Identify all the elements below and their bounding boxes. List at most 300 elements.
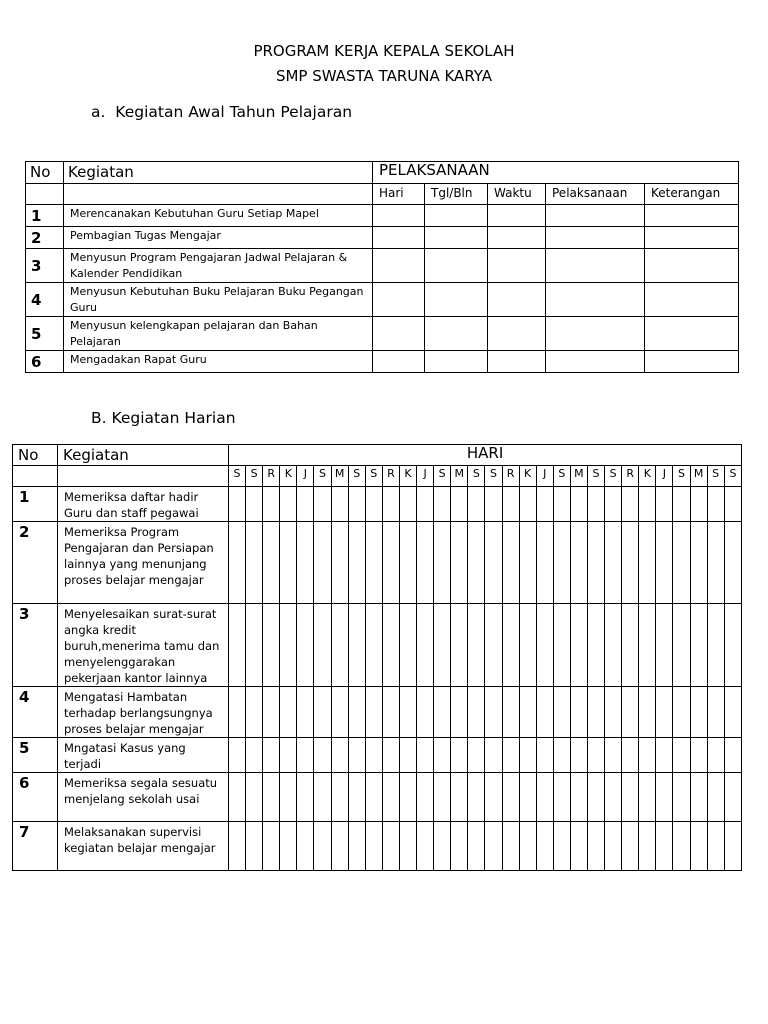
empty-cell[interactable] bbox=[488, 249, 546, 283]
day-cell[interactable] bbox=[605, 738, 622, 773]
day-cell[interactable] bbox=[297, 738, 314, 773]
day-cell[interactable] bbox=[331, 773, 348, 822]
day-cell[interactable] bbox=[331, 522, 348, 604]
day-header: S bbox=[314, 466, 331, 487]
table-row bbox=[26, 249, 739, 283]
subheader-row bbox=[26, 184, 739, 205]
day-cell[interactable] bbox=[724, 773, 741, 822]
day-cell[interactable] bbox=[246, 687, 263, 738]
day-cell[interactable] bbox=[468, 738, 485, 773]
day-cell[interactable] bbox=[434, 773, 451, 822]
day-cell[interactable] bbox=[587, 522, 604, 604]
day-cell[interactable] bbox=[690, 822, 707, 871]
day-cell[interactable] bbox=[468, 773, 485, 822]
day-cell[interactable] bbox=[502, 487, 519, 522]
day-cell[interactable] bbox=[707, 773, 724, 822]
day-cell[interactable] bbox=[673, 687, 690, 738]
day-cell[interactable] bbox=[280, 522, 297, 604]
day-cell[interactable] bbox=[570, 522, 587, 604]
day-cell[interactable] bbox=[399, 687, 416, 738]
day-cell[interactable] bbox=[622, 522, 639, 604]
day-cell[interactable] bbox=[570, 687, 587, 738]
day-cell[interactable] bbox=[519, 604, 536, 687]
day-cell[interactable] bbox=[468, 487, 485, 522]
day-header: J bbox=[417, 466, 434, 487]
day-cell[interactable] bbox=[434, 738, 451, 773]
day-cell[interactable] bbox=[399, 738, 416, 773]
day-cell[interactable] bbox=[451, 487, 468, 522]
day-cell[interactable] bbox=[502, 822, 519, 871]
day-cell[interactable] bbox=[297, 604, 314, 687]
day-cell[interactable] bbox=[382, 522, 399, 604]
day-cell[interactable] bbox=[417, 522, 434, 604]
day-cell[interactable] bbox=[485, 822, 502, 871]
day-cell[interactable] bbox=[536, 522, 553, 604]
day-cell[interactable] bbox=[485, 487, 502, 522]
empty-cell[interactable] bbox=[373, 249, 425, 283]
table-row bbox=[26, 351, 739, 373]
day-cell[interactable] bbox=[434, 822, 451, 871]
empty-cell[interactable] bbox=[488, 351, 546, 373]
day-cell[interactable] bbox=[519, 487, 536, 522]
day-cell[interactable] bbox=[280, 487, 297, 522]
row-number: 7 bbox=[13, 822, 58, 871]
day-cell[interactable] bbox=[656, 738, 673, 773]
day-cell[interactable] bbox=[536, 773, 553, 822]
day-cell[interactable] bbox=[553, 522, 570, 604]
day-cell[interactable] bbox=[724, 522, 741, 604]
empty-cell[interactable] bbox=[645, 283, 739, 317]
day-cell[interactable] bbox=[451, 738, 468, 773]
day-cell[interactable] bbox=[297, 773, 314, 822]
day-cell[interactable] bbox=[314, 487, 331, 522]
day-cell[interactable] bbox=[297, 522, 314, 604]
day-cell[interactable] bbox=[417, 604, 434, 687]
empty-cell[interactable] bbox=[488, 317, 546, 351]
day-cell[interactable] bbox=[229, 822, 246, 871]
day-cell[interactable] bbox=[553, 604, 570, 687]
day-cell[interactable] bbox=[263, 738, 280, 773]
day-header: S bbox=[605, 466, 622, 487]
day-row bbox=[13, 466, 742, 487]
row-kegiatan: Memeriksa daftar hadir Guru dan staff pegawai bbox=[58, 487, 229, 522]
day-header: K bbox=[639, 466, 656, 487]
day-cell[interactable] bbox=[399, 773, 416, 822]
day-cell[interactable] bbox=[605, 822, 622, 871]
day-cell[interactable] bbox=[314, 738, 331, 773]
day-cell[interactable] bbox=[605, 687, 622, 738]
day-cell[interactable] bbox=[348, 822, 365, 871]
table-row bbox=[13, 738, 742, 773]
day-cell[interactable] bbox=[365, 687, 382, 738]
day-cell[interactable] bbox=[536, 604, 553, 687]
day-cell[interactable] bbox=[587, 604, 604, 687]
section-a-title: Kegiatan Awal Tahun Pelajaran bbox=[115, 103, 353, 121]
day-cell[interactable] bbox=[314, 822, 331, 871]
day-cell[interactable] bbox=[673, 487, 690, 522]
day-cell[interactable] bbox=[656, 604, 673, 687]
day-header: S bbox=[553, 466, 570, 487]
day-cell[interactable] bbox=[605, 604, 622, 687]
row-kegiatan: Mengatasi Hambatan terhadap berlangsungnya proses belajar mengajar bbox=[58, 687, 229, 738]
day-cell[interactable] bbox=[587, 487, 604, 522]
day-cell[interactable] bbox=[587, 738, 604, 773]
col-hari-header: HARI bbox=[229, 445, 742, 466]
day-header: K bbox=[280, 466, 297, 487]
day-cell[interactable] bbox=[263, 604, 280, 687]
day-cell[interactable] bbox=[229, 522, 246, 604]
empty-cell[interactable] bbox=[546, 227, 645, 249]
day-cell[interactable] bbox=[229, 773, 246, 822]
day-cell[interactable] bbox=[434, 522, 451, 604]
empty-cell[interactable] bbox=[645, 205, 739, 227]
table-row bbox=[13, 773, 742, 822]
empty-cell[interactable] bbox=[546, 283, 645, 317]
day-cell[interactable] bbox=[673, 522, 690, 604]
empty-cell[interactable] bbox=[645, 227, 739, 249]
day-cell[interactable] bbox=[314, 604, 331, 687]
day-cell[interactable] bbox=[382, 487, 399, 522]
empty-cell[interactable] bbox=[546, 351, 645, 373]
day-cell[interactable] bbox=[656, 487, 673, 522]
empty-cell[interactable] bbox=[488, 227, 546, 249]
day-header: R bbox=[502, 466, 519, 487]
day-cell[interactable] bbox=[417, 822, 434, 871]
row-number: 1 bbox=[26, 205, 64, 227]
day-header: J bbox=[656, 466, 673, 487]
empty-cell[interactable] bbox=[645, 317, 739, 351]
day-cell[interactable] bbox=[553, 687, 570, 738]
day-cell[interactable] bbox=[553, 822, 570, 871]
day-cell[interactable] bbox=[724, 738, 741, 773]
day-cell[interactable] bbox=[280, 604, 297, 687]
day-cell[interactable] bbox=[229, 738, 246, 773]
day-cell[interactable] bbox=[263, 822, 280, 871]
day-cell[interactable] bbox=[502, 687, 519, 738]
day-cell[interactable] bbox=[314, 773, 331, 822]
day-cell[interactable] bbox=[382, 822, 399, 871]
day-header: S bbox=[348, 466, 365, 487]
document-title: PROGRAM KERJA KEPALA SEKOLAH bbox=[253, 42, 515, 60]
subcol-hari: Hari bbox=[373, 184, 425, 205]
day-cell[interactable] bbox=[570, 773, 587, 822]
day-cell[interactable] bbox=[519, 773, 536, 822]
day-cell[interactable] bbox=[707, 487, 724, 522]
empty-cell[interactable] bbox=[546, 249, 645, 283]
day-cell[interactable] bbox=[502, 773, 519, 822]
table-row bbox=[26, 227, 739, 249]
day-cell[interactable] bbox=[622, 822, 639, 871]
day-cell[interactable] bbox=[690, 773, 707, 822]
day-cell[interactable] bbox=[553, 773, 570, 822]
empty-cell[interactable] bbox=[645, 351, 739, 373]
day-header: S bbox=[724, 466, 741, 487]
row-kegiatan: Memeriksa segala sesuatu menjelang sekolah usai bbox=[58, 773, 229, 822]
day-header: K bbox=[399, 466, 416, 487]
day-cell[interactable] bbox=[382, 687, 399, 738]
empty-cell bbox=[58, 466, 229, 487]
day-cell[interactable] bbox=[673, 822, 690, 871]
day-cell[interactable] bbox=[656, 773, 673, 822]
day-cell[interactable] bbox=[229, 687, 246, 738]
day-cell[interactable] bbox=[229, 487, 246, 522]
empty-cell[interactable] bbox=[425, 249, 488, 283]
day-cell[interactable] bbox=[690, 687, 707, 738]
day-cell[interactable] bbox=[263, 687, 280, 738]
day-cell[interactable] bbox=[246, 773, 263, 822]
empty-cell[interactable] bbox=[425, 351, 488, 373]
day-cell[interactable] bbox=[280, 773, 297, 822]
empty-cell[interactable] bbox=[645, 249, 739, 283]
empty-cell[interactable] bbox=[425, 283, 488, 317]
day-cell[interactable] bbox=[246, 487, 263, 522]
empty-cell[interactable] bbox=[425, 205, 488, 227]
row-number: 3 bbox=[13, 604, 58, 687]
col-kegiatan-header: Kegiatan bbox=[64, 162, 373, 184]
day-cell[interactable] bbox=[468, 604, 485, 687]
day-cell[interactable] bbox=[434, 687, 451, 738]
table-row bbox=[13, 487, 742, 522]
day-cell[interactable] bbox=[536, 487, 553, 522]
day-cell[interactable] bbox=[348, 738, 365, 773]
day-cell[interactable] bbox=[724, 604, 741, 687]
day-cell[interactable] bbox=[690, 604, 707, 687]
day-cell[interactable] bbox=[417, 738, 434, 773]
day-cell[interactable] bbox=[536, 822, 553, 871]
row-number: 6 bbox=[13, 773, 58, 822]
day-cell[interactable] bbox=[451, 522, 468, 604]
day-cell[interactable] bbox=[365, 773, 382, 822]
day-cell[interactable] bbox=[365, 822, 382, 871]
day-cell[interactable] bbox=[587, 822, 604, 871]
day-cell[interactable] bbox=[434, 604, 451, 687]
day-cell[interactable] bbox=[434, 487, 451, 522]
day-cell[interactable] bbox=[639, 773, 656, 822]
day-cell[interactable] bbox=[707, 822, 724, 871]
day-cell[interactable] bbox=[605, 487, 622, 522]
day-cell[interactable] bbox=[331, 822, 348, 871]
day-cell[interactable] bbox=[724, 687, 741, 738]
day-cell[interactable] bbox=[724, 822, 741, 871]
day-cell[interactable] bbox=[639, 687, 656, 738]
day-cell[interactable] bbox=[399, 822, 416, 871]
row-number: 1 bbox=[13, 487, 58, 522]
empty-cell[interactable] bbox=[373, 317, 425, 351]
day-cell[interactable] bbox=[656, 522, 673, 604]
empty-cell[interactable] bbox=[373, 205, 425, 227]
day-cell[interactable] bbox=[399, 604, 416, 687]
day-cell[interactable] bbox=[246, 822, 263, 871]
day-cell[interactable] bbox=[417, 687, 434, 738]
day-cell[interactable] bbox=[656, 822, 673, 871]
day-cell[interactable] bbox=[331, 687, 348, 738]
day-cell[interactable] bbox=[570, 822, 587, 871]
day-cell[interactable] bbox=[690, 738, 707, 773]
day-cell[interactable] bbox=[690, 487, 707, 522]
day-cell[interactable] bbox=[519, 822, 536, 871]
day-cell[interactable] bbox=[673, 604, 690, 687]
empty-cell[interactable] bbox=[546, 317, 645, 351]
row-kegiatan: Menyusun Kebutuhan Buku Pelajaran Buku Pegangan Guru bbox=[64, 283, 373, 317]
day-cell[interactable] bbox=[468, 687, 485, 738]
day-cell[interactable] bbox=[365, 522, 382, 604]
day-cell[interactable] bbox=[365, 487, 382, 522]
day-header: S bbox=[707, 466, 724, 487]
day-header: M bbox=[570, 466, 587, 487]
day-cell[interactable] bbox=[297, 487, 314, 522]
day-cell[interactable] bbox=[622, 687, 639, 738]
day-cell[interactable] bbox=[622, 487, 639, 522]
day-header: K bbox=[519, 466, 536, 487]
row-kegiatan: Pembagian Tugas Mengajar bbox=[64, 227, 373, 249]
day-cell[interactable] bbox=[519, 522, 536, 604]
day-cell[interactable] bbox=[348, 773, 365, 822]
day-cell[interactable] bbox=[246, 738, 263, 773]
day-cell[interactable] bbox=[707, 738, 724, 773]
row-number: 5 bbox=[13, 738, 58, 773]
day-cell[interactable] bbox=[451, 604, 468, 687]
row-number: 6 bbox=[26, 351, 64, 373]
day-cell[interactable] bbox=[263, 487, 280, 522]
day-header: M bbox=[690, 466, 707, 487]
row-kegiatan: Menyusun Program Pengajaran Jadwal Pelajaran & Kalender Pendidikan bbox=[64, 249, 373, 283]
empty-cell bbox=[13, 466, 58, 487]
day-cell[interactable] bbox=[485, 522, 502, 604]
day-cell[interactable] bbox=[587, 687, 604, 738]
day-cell[interactable] bbox=[331, 487, 348, 522]
empty-cell bbox=[64, 184, 373, 205]
day-cell[interactable] bbox=[639, 604, 656, 687]
day-cell[interactable] bbox=[536, 687, 553, 738]
day-cell[interactable] bbox=[605, 773, 622, 822]
day-cell[interactable] bbox=[382, 773, 399, 822]
day-cell[interactable] bbox=[451, 773, 468, 822]
day-cell[interactable] bbox=[382, 604, 399, 687]
day-cell[interactable] bbox=[707, 687, 724, 738]
day-cell[interactable] bbox=[246, 604, 263, 687]
row-kegiatan: Menyelesaikan surat-surat angka kredit buruh,menerima tamu dan menyelenggarakan pekerjaan kantor lainnya bbox=[58, 604, 229, 687]
day-cell[interactable] bbox=[485, 773, 502, 822]
empty-cell[interactable] bbox=[373, 227, 425, 249]
row-number: 2 bbox=[13, 522, 58, 604]
day-cell[interactable] bbox=[468, 522, 485, 604]
empty-cell[interactable] bbox=[546, 205, 645, 227]
empty-cell[interactable] bbox=[425, 317, 488, 351]
day-cell[interactable] bbox=[280, 738, 297, 773]
section-a-heading bbox=[91, 103, 352, 121]
empty-cell[interactable] bbox=[488, 205, 546, 227]
day-cell[interactable] bbox=[502, 604, 519, 687]
day-cell[interactable] bbox=[451, 822, 468, 871]
empty-cell[interactable] bbox=[488, 283, 546, 317]
day-cell[interactable] bbox=[417, 487, 434, 522]
day-cell[interactable] bbox=[639, 738, 656, 773]
empty-cell[interactable] bbox=[373, 283, 425, 317]
day-cell[interactable] bbox=[639, 822, 656, 871]
day-cell[interactable] bbox=[707, 604, 724, 687]
day-cell[interactable] bbox=[553, 738, 570, 773]
day-cell[interactable] bbox=[536, 738, 553, 773]
day-cell[interactable] bbox=[297, 687, 314, 738]
day-cell[interactable] bbox=[417, 773, 434, 822]
day-cell[interactable] bbox=[263, 773, 280, 822]
day-cell[interactable] bbox=[365, 604, 382, 687]
day-cell[interactable] bbox=[399, 522, 416, 604]
day-cell[interactable] bbox=[485, 687, 502, 738]
table-row bbox=[26, 205, 739, 227]
day-cell[interactable] bbox=[622, 604, 639, 687]
table-row bbox=[13, 687, 742, 738]
day-cell[interactable] bbox=[639, 487, 656, 522]
day-cell[interactable] bbox=[485, 738, 502, 773]
day-cell[interactable] bbox=[519, 687, 536, 738]
day-cell[interactable] bbox=[382, 738, 399, 773]
day-cell[interactable] bbox=[502, 522, 519, 604]
table-row bbox=[13, 522, 742, 604]
day-cell[interactable] bbox=[297, 822, 314, 871]
day-cell[interactable] bbox=[690, 522, 707, 604]
day-cell[interactable] bbox=[639, 522, 656, 604]
day-cell[interactable] bbox=[263, 522, 280, 604]
day-cell[interactable] bbox=[707, 522, 724, 604]
day-cell[interactable] bbox=[331, 738, 348, 773]
day-cell[interactable] bbox=[673, 773, 690, 822]
day-cell[interactable] bbox=[348, 604, 365, 687]
day-cell[interactable] bbox=[348, 687, 365, 738]
day-cell[interactable] bbox=[724, 487, 741, 522]
day-cell[interactable] bbox=[229, 604, 246, 687]
day-cell[interactable] bbox=[348, 487, 365, 522]
day-cell[interactable] bbox=[399, 487, 416, 522]
day-cell[interactable] bbox=[570, 604, 587, 687]
day-cell[interactable] bbox=[587, 773, 604, 822]
col-pelaksanaan-header: PELAKSANAAN bbox=[373, 162, 739, 184]
day-cell[interactable] bbox=[605, 522, 622, 604]
day-cell[interactable] bbox=[502, 738, 519, 773]
day-header: S bbox=[485, 466, 502, 487]
day-cell[interactable] bbox=[622, 773, 639, 822]
row-kegiatan: Mengadakan Rapat Guru bbox=[64, 351, 373, 373]
day-cell[interactable] bbox=[570, 487, 587, 522]
day-cell[interactable] bbox=[519, 738, 536, 773]
day-cell[interactable] bbox=[468, 822, 485, 871]
row-kegiatan: Memeriksa Program Pengajaran dan Persiapan lainnya yang menunjang proses belajar mengajar bbox=[58, 522, 229, 604]
day-cell[interactable] bbox=[570, 738, 587, 773]
day-header: S bbox=[365, 466, 382, 487]
day-cell[interactable] bbox=[622, 738, 639, 773]
day-cell[interactable] bbox=[314, 522, 331, 604]
day-cell[interactable] bbox=[656, 687, 673, 738]
day-cell[interactable] bbox=[365, 738, 382, 773]
day-cell[interactable] bbox=[280, 822, 297, 871]
day-cell[interactable] bbox=[280, 687, 297, 738]
empty-cell[interactable] bbox=[425, 227, 488, 249]
subcol-tgl-bln: Tgl/Bln bbox=[425, 184, 488, 205]
section-b-heading: B. Kegiatan Harian bbox=[91, 409, 236, 427]
day-cell[interactable] bbox=[348, 522, 365, 604]
day-cell[interactable] bbox=[451, 687, 468, 738]
day-cell[interactable] bbox=[673, 738, 690, 773]
day-cell[interactable] bbox=[314, 687, 331, 738]
day-cell[interactable] bbox=[246, 522, 263, 604]
day-cell[interactable] bbox=[553, 487, 570, 522]
day-header: S bbox=[587, 466, 604, 487]
empty-cell bbox=[26, 184, 64, 205]
section-a-prefix: a. bbox=[91, 103, 106, 121]
day-cell[interactable] bbox=[331, 604, 348, 687]
empty-cell[interactable] bbox=[373, 351, 425, 373]
day-cell[interactable] bbox=[485, 604, 502, 687]
